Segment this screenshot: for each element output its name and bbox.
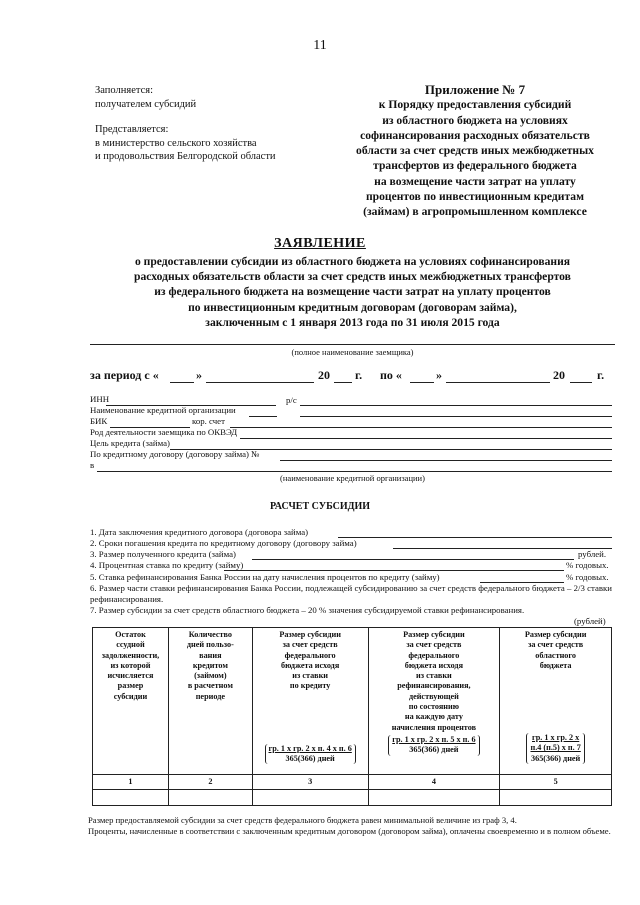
submitted-to-line-1: в министерство сельского хозяйства [95,137,257,149]
table-cell[interactable] [168,790,252,806]
credit-purpose-label: Цель кредита (займа) [90,438,170,448]
footer-notes [88,815,613,838]
okved-label: Род деятельности заемщика по ОКВЭД [90,427,238,437]
appendix-line: на возмещение части затрат на уплату [374,174,576,188]
declaration-line: заключенным с 1 января 2013 года по 31 июля 2015 года [205,315,500,329]
calc-item-5-unit: % годовых. [566,572,609,582]
col-number: 2 [168,775,252,790]
col-number: 4 [368,775,500,790]
calc-item-1: 1. Дата заключения кредитного договора (договора займа) [90,527,309,537]
bik-label: БИК [90,416,108,426]
calc-title: РАСЧЕТ СУБСИДИИ [269,501,371,512]
filled-label: Заполняется: [95,85,153,96]
formula-col-5-denominator: 365(366) дней [531,753,581,763]
declaration-title: ЗАЯВЛЕНИЕ [274,236,366,251]
formula-col-3 [265,744,356,765]
bank-caption: (наименование кредитной организации) [280,473,425,483]
footer-line-1: Размер предоставляемой субсидии за счет средств федерального бюджета равен минимальной величине из граф 3, 4. [88,815,517,825]
declaration-text [95,254,610,330]
calc-item-1-line[interactable] [338,537,612,538]
submitted-label: Представляется: [95,124,169,135]
period-day-from-blank[interactable] [170,382,194,383]
formula-col-4-denominator: 365(366) дней [409,745,459,755]
calc-item-7: 7. Размер субсидии за счет средств областного бюджета – 20 % значения субсидируемой ставки рефинансирования. [90,605,525,615]
period-year-from-blank[interactable] [334,382,352,383]
calc-item-3: 3. Размер полученного кредита (займа) [90,549,236,559]
inn-label: ИНН [90,394,110,404]
corr-account-label: кор. счет [192,416,225,426]
appendix-line: трансфертов из федерального бюджета [373,159,577,173]
calc-item-5: 5. Ставка рефинансирования Банка России на дату начисления процентов по кредиту (займу) [90,572,440,582]
column-number-row [93,775,612,790]
formula-col-5-numerator-2: п.4 (п.5) х п. 7 [530,743,581,753]
borrower-caption: (полное наименование заемщика) [291,347,414,357]
appendix-line: к Порядку предоставления субсидий [378,98,572,112]
appendix-line: области за счет средств иных межбюджетных [356,144,594,158]
okved-input-line[interactable] [240,438,612,439]
table-cell[interactable] [93,790,169,806]
page-number: 11 [313,38,327,53]
filled-by-block [95,84,196,111]
formula-col-4 [388,735,479,756]
appendix-header [330,82,620,220]
appendix-title: Приложение № 7 [424,82,526,97]
subsidy-table [92,627,612,806]
formula-col-3-numerator: гр. 1 х гр. 2 х п. 4 х п. 6 [268,743,352,753]
borrower-name-line[interactable] [90,344,615,345]
calc-item-6: 6. Размер части ставки рефинансирования Банка России, подлежащей субсидированию за счет средств федерального бюджета – 2/3 ставки рефинансирования. [90,583,612,604]
header-col-2: Количество дней пользо- вания кредитом (займом) в расчетном периоде [168,628,252,775]
bank-name-label: Наименование кредитной организации [90,405,236,415]
rs-input-line[interactable] [300,405,612,406]
period-q2: » [436,368,442,382]
table-cell[interactable] [500,790,612,806]
bank-in-input-line[interactable] [97,471,612,472]
period-month-to-blank[interactable] [446,382,550,383]
header-col-3: Размер субсидии за счет средств федерального бюджета исходя из ставки по кредиту гр. 1 х гр. 2 х п. 4 х п. 6 365(366) дней [252,628,368,775]
filled-by: получателем субсидий [95,98,197,110]
formula-col-3-denominator: 365(366) дней [285,754,335,764]
declaration-line: о предоставлении субсидии из областного бюджета на условиях софинансирования [134,255,571,268]
contract-label: По кредитному договору (договору займа) № [90,449,260,459]
period-to-label: по « [380,368,402,382]
bank-name-input-line[interactable] [249,416,277,417]
declaration-line: из федерального бюджета на возмещение части затрат на уплату процентов [154,285,551,299]
formula-col-5 [526,733,584,764]
header-col-1: Остаток ссудной задолженности, из которой исчисляется размер субсидии [93,628,169,775]
calc-item-4: 4. Процентная ставка по кредиту (займу) [90,560,244,570]
footer-line-2: Проценты, начисленные в соответствии с заключенным кредитным договором (договором займа), оплачены своевременно и в полном объеме. [88,826,611,837]
col-number: 3 [252,775,368,790]
period-day-to-blank[interactable] [410,382,434,383]
header-col-4: Размер субсидии за счет средств федерального бюджета исходя из ставки рефинансирования, действующей по состоянию на каждую дату начисления процентов гр. 1 х гр. 2 х п. 5 х п. 6 365(366) дней [368,628,500,775]
period-g1: г. [355,368,363,382]
period-year-to-blank[interactable] [570,382,592,383]
appendix-line: (займам) в агропромышленном комплексе [363,205,587,219]
declaration-line: по инвестиционным кредитным договорам (договорам займа), [188,300,517,314]
appendix-line: процентов по инвестиционным кредитам [365,190,584,204]
submitted-to-line-2: и продовольствия Белгородской области [95,151,276,162]
corr-account-input-line[interactable] [230,427,612,428]
submitted-to-block [95,123,276,164]
col-number: 1 [93,775,169,790]
appendix-line: софинансирования расходных обязательств [360,128,590,142]
calc-item-4-line[interactable] [224,570,564,571]
calc-item-3-line[interactable] [252,559,574,560]
bank-in-label: в [90,460,95,470]
period-from-label: за период с « [90,368,159,382]
period-month-from-blank[interactable] [206,382,314,383]
calc-item-3-unit: рублей. [578,549,607,559]
formula-col-5-numerator-1: гр. 1 х гр. 2 х [532,733,580,743]
table-cell[interactable] [252,790,368,806]
table-cell[interactable] [368,790,500,806]
period-year2: 20 [553,368,565,382]
calc-item-2: 2. Сроки погашения кредита по кредитному договору (договору займа) [90,538,357,548]
table-row [93,790,612,806]
table-header-row [93,628,612,775]
header-col-5: Размер субсидии за счет средств областного бюджета гр. 1 х гр. 2 х п.4 (п.5) х п. 7 365(366) дней [500,628,612,775]
formula-col-4-numerator: гр. 1 х гр. 2 х п. 5 х п. 6 [392,734,476,744]
period-g2: г. [597,368,605,382]
calc-item-4-unit: % годовых. [566,560,609,570]
period-year1: 20 [318,368,330,382]
period-q1: » [196,368,202,382]
appendix-line: из областного бюджета на условиях [382,113,568,127]
contract-number-input-line[interactable] [280,460,612,461]
currency-note: (рублей) [574,616,606,626]
rs-label: р/с [286,395,297,405]
declaration-line: расходных обязательств области за счет средств иных межбюджетных трансфертов [134,270,571,284]
bank-name-input-line-2[interactable] [300,416,612,417]
col-number: 5 [500,775,612,790]
